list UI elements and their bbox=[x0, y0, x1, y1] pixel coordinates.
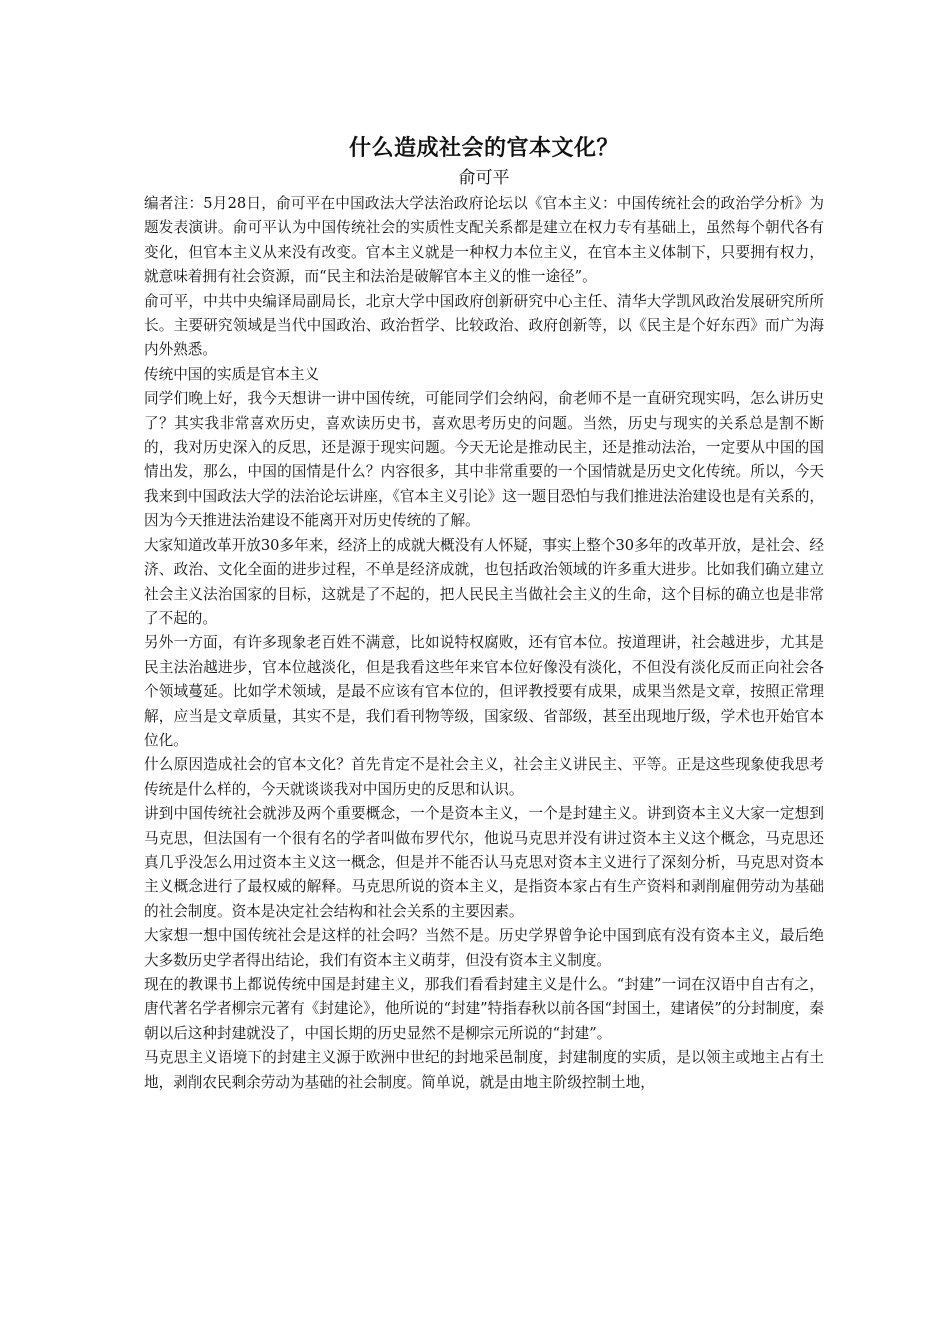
author-name: 俞可平 bbox=[458, 168, 510, 188]
body-paragraph: 大家想一想中国传统社会是这样的社会吗？当然不是。历史学界曾争论中国到底有没有资本主义，最后绝大多数历史学者得出结论，我们有资本主义萌芽，但没有资本主义制度。 bbox=[144, 927, 824, 969]
body-paragraph: 大家知道改革开放30多年来，经济上的成就大概没有人怀疑，事实上整个30多年的改革开放，是社会、经济、政治、文化全面的进步过程，不单是经济成就，也包括政治领域的许多重大进步。比如我们确立建立社会主义法治国家的目标，这就是了不起的，把人民民主当做社会主义的生命，这个目标的确立也是非常了不起的。 bbox=[144, 536, 824, 627]
document-page bbox=[144, 128, 824, 1095]
body-paragraph: 现在的教课书上都说传统中国是封建主义，那我们看看封建主义是什么。“封建”一词在汉语中自古有之，唐代著名学者柳宗元著有《封建论》，他所说的“封建”特指春秋以前各国“封国土，建诸侯”的分封制度，秦朝以后这种封建就没了，中国长期的历史显然不是柳宗元所说的“封建”。 bbox=[144, 976, 824, 1042]
body-paragraph: 另外一方面，有许多现象老百姓不满意，比如说特权腐败，还有官本位。按道理讲，社会越进步，尤其是民主法治越进步，官本位越淡化，但是我看这些年来官本位好像没有淡化，不但没有淡化反而正向社会各个领域蔓延。比如学术领域，是最不应该有官本位的，但评教授要有成果，成果当然是文章，按照正常理解，应当是文章质量，其实不是，我们看刊物等级，国家级、省部级，甚至出现地厅级，学术也开始官本位化。 bbox=[144, 634, 824, 749]
page-title: 什么造成社会的官本文化？ bbox=[348, 136, 619, 161]
body-paragraph: 马克思主义语境下的封建主义源于欧洲中世纪的封地采邑制度，封建制度的实质，是以领主或地主占有土地，剥削农民剩余劳动为基础的社会制度。简单说，就是由地主阶级控制土地， bbox=[144, 1049, 824, 1091]
editor-note-paragraph: 编者注：5月28日，俞可平在中国政法大学法治政府论坛以《官本主义：中国传统社会的政治学分析》为题发表演讲。俞可平认为中国传统社会的实质性支配关系都是建立在权力专有基础上，虽然每个朝代各有变化，但官本主义从来没有改变。官本主义就是一种权力本位主义，在官本主义体制下，只要拥有权力，就意味着拥有社会资源，而“民主和法治是破解官本主义的惟一途径”。 bbox=[144, 195, 824, 286]
body-paragraph: 同学们晚上好，我今天想讲一讲中国传统，可能同学们会纳闷，俞老师不是一直研究现实吗，怎么讲历史了？其实我非常喜欢历史，喜欢读历史书，喜欢思考历史的问题。当然，历史与现实的关系总是割不断的，我对历史深入的反思，还是源于现实问题。今天无论是推动民主，还是推动法治，一定要从中国的国情出发，那么，中国的国情是什么？内容很多，其中非常重要的一个国情就是历史文化传统。所以，今天我来到中国政法大学的法治论坛讲座，《官本主义引论》这一题目恐怕与我们推进法治建设也是有关系的，因为今天推进法治建设不能离开对历史传统的了解。 bbox=[144, 390, 824, 530]
body-paragraph: 什么原因造成社会的官本文化？首先肯定不是社会主义，社会主义讲民主、平等。正是这些现象使我思考传统是什么样的，今天就谈谈我对中国历史的反思和认识。 bbox=[144, 756, 824, 798]
body-paragraph: 讲到中国传统社会就涉及两个重要概念，一个是资本主义，一个是封建主义。讲到资本主义大家一定想到马克思，但法国有一个很有名的学者叫做布罗代尔，他说马克思并没有讲过资本主义这个概念，马克思还真几乎没怎么用过资本主义这一概念，但是并不能否认马克思对资本主义进行了深刻分析，马克思对资本主义概念进行了最权威的解释。马克思所说的资本主义，是指资本家占有生产资料和剥削雇佣劳动为基础的社会制度。资本是决定社会结构和社会关系的主要因素。 bbox=[144, 805, 824, 920]
section-heading: 传统中国的实质是官本主义 bbox=[144, 365, 320, 383]
author-bio-paragraph: 俞可平，中共中央编译局副局长，北京大学中国政府创新研究中心主任、清华大学凯风政治发展研究所所长。主要研究领域是当代中国政治、政治哲学、比较政治、政府创新等，以《民主是个好东西》而广为海内外熟悉。 bbox=[144, 292, 824, 359]
article-body bbox=[144, 192, 824, 1095]
